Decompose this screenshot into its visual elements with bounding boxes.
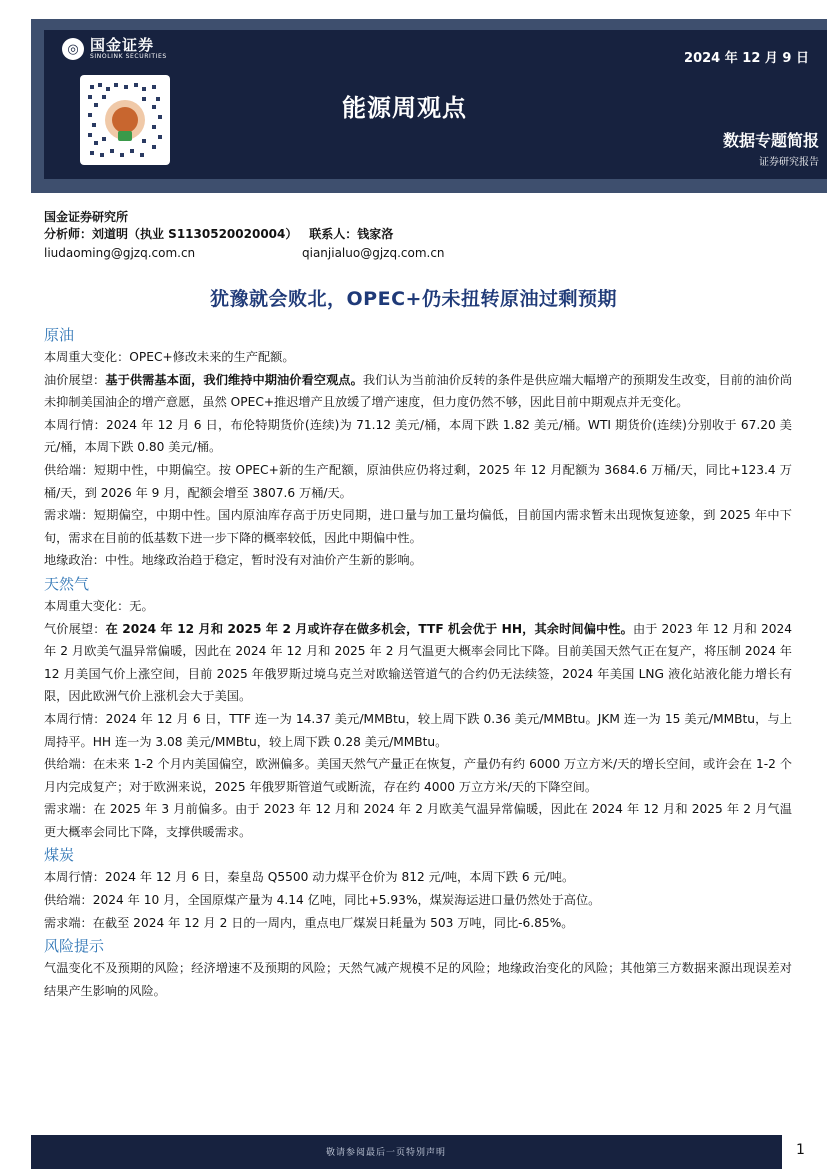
oil-market: 本周行情：2024 年 12 月 6 日，布伦特期货价(连续)为 71.12 美元/桶，本周下跌 1.82 美元/桶。WTI 期货价(连续)分别收于 67.20 美元/桶，本周下跌 0.80 美元/桶。 [44,417,792,455]
oil-change: 本周重大变化：OPEC+修改未来的生产配额。 [44,350,295,364]
report-body [44,323,792,1002]
section-heading-gas: 天然气 [44,574,90,593]
brand-name-en: SINOLINK SECURITIES [90,53,167,60]
contact-email[interactable]: qianjialuo@gjzq.com.cn [302,246,445,260]
oil-supply: 供给端：短期中性，中期偏空。按 OPEC+新的生产配额，原油供应仍将过剩，2025 年 12 月配额为 3684.6 万桶/天，同比+123.4 万桶/天，到 2026 年 9 月，配额会增至 3807.6 万桶/天。 [44,462,792,500]
document-title: 犹豫就会败北，OPEC+仍未扭转原油过剩预期 [210,288,617,310]
section-heading-coal: 煤炭 [44,846,75,865]
gas-market: 本周行情：2024 年 12 月 6 日，TTF 连一为 14.37 美元/MMBtu，较上周下跌 0.36 美元/MMBtu。JKM 连一为 15 美元/MMBtu，与上周持平。HH 连一为 3.08 美元/MMBtu，较上周下跌 0.28 美元/MMBtu。 [44,711,792,749]
logo-icon: ◎ [62,38,84,60]
analyst-email[interactable]: liudaoming@gjzq.com.cn [44,246,196,260]
gas-demand: 需求端：在 2025 年 3 月前偏多。由于 2023 年 12 月和 2024 年 2 月欧美气温异常偏暖，因此在 2024 年 12 月和 2025 年 2 月气温更大概率会同比下降，支撑供暖需求。 [44,802,792,839]
contact-label: 联系人：钱家洛 [309,227,394,241]
oil-geopolitics: 地缘政治：中性。地缘政治趋于稳定，暂时没有对油价产生新的影响。 [44,553,422,568]
coal-demand: 需求端：在截至 2024 年 12 月 2 日的一周内，重点电厂煤炭日耗量为 503 万吨，同比-6.85%。 [44,915,574,930]
coal-market: 本周行情：2024 年 12 月 6 日，秦皇岛 Q5500 动力煤平仓价为 812 元/吨，本周下跌 6 元/吨。 [44,870,575,885]
coal-supply: 供给端：2024 年 10 月，全国原煤产量为 4.14 亿吨，同比+5.93%，煤炭海运进口量仍然处于高位。 [44,893,601,908]
report-type: 数据专题简报 [722,131,819,150]
brand-name-cn: 国金证券 [90,36,155,54]
gas-change: 本周重大变化：无。 [44,598,154,613]
gas-supply: 供给端：在未来 1-2 个月内美国偏空，欧洲偏多。美国天然气产量正在恢复，产量仍有约 6000 万立方米/天的增长空间，或许会在 1-2 个月内完成复产；对于欧洲来说，2025 年俄罗斯管道气或断流，存在约 4000 万立方米/天的下降空间。 [44,757,792,794]
section-heading-risk: 风险提示 [44,937,105,956]
analyst-label: 分析师：刘道明（执业 S1130520020004） [44,227,298,241]
analyst-line [44,226,393,243]
report-subtype: 证券研究报告 [759,157,819,168]
institute: 国金证券研究所 [44,210,129,224]
section-heading-oil: 原油 [44,326,75,344]
risk-text: 气温变化不及预期的风险；经济增速不及预期的风险；天然气减产规模不足的风险；地缘政治变化的风险；其他第三方数据来源出现误差对结果产生影响的风险。 [44,961,792,998]
footer-notice: 敬请参阅最后一页特别声明 [326,1148,447,1158]
oil-outlook: 油价展望：基于供需基本面，我们维持中期油价看空观点。我们认为当前油价反转的条件是供应端大幅增产的预期发生改变，目前的油价尚未抑制美国油企的增产意愿，虽然 OPEC+推迟增产且放缓了增产速度，但力度仍然不够，因此目前中期观点并无变化。 [44,372,793,410]
report-date: 2024 年 12 月 9 日 [684,51,809,66]
qr-code-icon [80,75,170,165]
brand-logo [62,37,167,61]
oil-demand: 需求端：短期偏空，中期中性。国内原油库存高于历史同期，进口量与加工量均偏低，目前国内需求暂未出现恢复迹象，到 2025 年中下旬，需求在目前的低基数下进一步下降的概率较低，因此中期偏中性。 [44,508,792,545]
gas-outlook: 气价展望：在 2024 年 12 月和 2025 年 2 月或许存在做多机会，TTF 机会优于 HH，其余时间偏中性。由于 2023 年 12 月和 2024 年 2 月欧美气温异常偏暖，因此在 2024 年 12 月和 2025 年 2 月气温更大概率会同比下降。目前美国天然气正在复产，将压制 2024 年 12 月美国气价上涨空间，目前 2025 年俄罗斯过境乌克兰对欧输送管道气的合约仍无法续签，2024 年美国 LNG 液化站液化能力增长有限，因此欧洲气价上涨机会大于美国。 [44,621,793,704]
page-number: 1 [796,1142,805,1158]
report-series-title: 能源周观点 [342,94,467,122]
